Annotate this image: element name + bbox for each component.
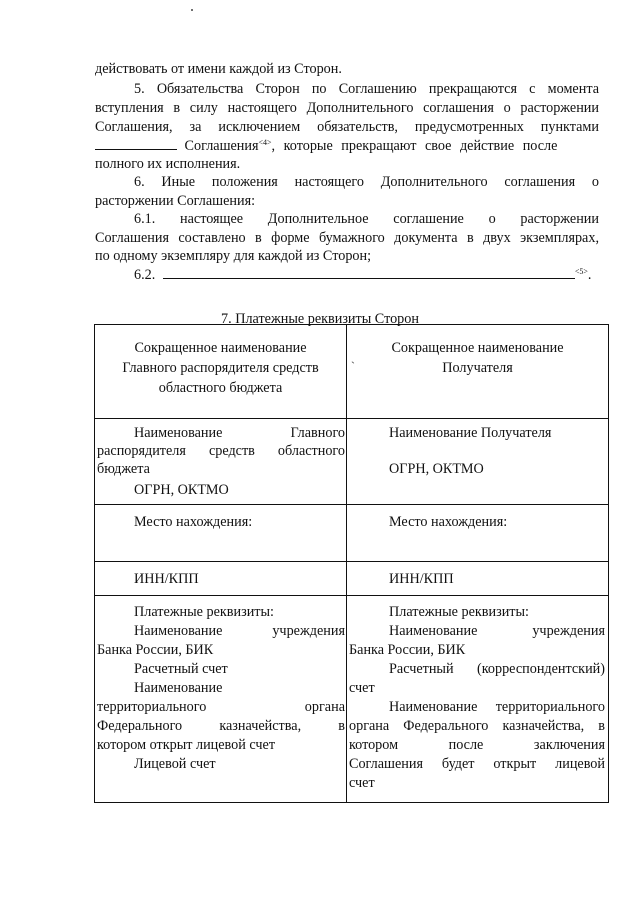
table-row [95,596,609,803]
left-inn: ИНН/КПП [134,571,199,587]
para5-line1: 5. Обязательства Сторон по Соглашению прекращаются с момента [134,81,599,97]
footnote-ref: <5> [574,267,588,276]
right-inn: ИНН/КПП [389,571,454,587]
left-payment-line: Расчетный счет [134,661,228,677]
left-header-line: областного бюджета [158,380,283,396]
right-name-line: Наименование Получателя [389,425,552,441]
scan-mark: ˎ [351,350,355,364]
para61-line1: 6.1. настоящее Дополнительное соглашение о расторжении [134,211,599,227]
para6-line1: 6. Иные положения настоящего Дополнительного соглашения о [134,174,599,190]
left-name-cell [95,419,347,505]
right-header-cell [347,325,609,419]
right-payment-line: счет [349,680,375,696]
blank-field [95,137,177,150]
para61-line3: по одному экземпляру для каждой из Сторон; [95,248,372,264]
para5-line2: вступления в силу настоящего Дополнительного соглашения о расторжении [95,100,599,116]
right-name-cell [347,419,609,505]
right-header-line: Получателя [442,360,513,376]
left-header-line: Главного распорядителя средств [122,360,319,376]
left-header-cell [95,325,347,419]
right-payment-line: счет [349,775,375,791]
left-name-line: Наименование Главного [134,425,345,441]
right-payment-title: Платежные реквизиты: [389,604,529,620]
para5-line5: полного их исполнения. [95,156,241,172]
para62-end: . [587,267,592,283]
left-payment-line: Лицевой счет [134,756,216,772]
left-location-cell [95,505,347,562]
right-inn-cell [347,562,609,596]
para62-line [134,266,604,283]
left-payment-line: Федерального казначейства, в [97,718,345,734]
scan-speck [191,9,193,11]
left-payment-line: территориального органа [97,699,345,715]
para5-word: Соглашения [184,138,259,154]
para62-number: 6.2. [134,267,156,283]
right-payment-line: Соглашения будет открыт лицевой [349,756,605,772]
right-payment-cell [347,596,609,803]
para61-line2: Соглашения составлено в форме бумажного документа в двух экземплярах, [95,230,599,246]
payment-details-table [94,324,609,803]
right-location-cell [347,505,609,562]
left-ogrn: ОГРН, ОКТМО [134,482,229,498]
right-ogrn: ОГРН, ОКТМО [389,461,484,477]
left-name-line: бюджета [97,461,150,477]
left-payment-cell [95,596,347,803]
table-row [95,325,609,419]
left-inn-cell [95,562,347,596]
left-payment-title: Платежные реквизиты: [134,604,274,620]
table-row [95,505,609,562]
para6-line2: расторжении Соглашения: [95,193,256,209]
right-payment-line: Банка России, БИК [349,642,466,658]
right-location: Место нахождения: [389,514,508,530]
right-header-line: Сокращенное наименование [391,340,564,356]
left-header-line: Сокращенное наименование [134,340,307,356]
left-payment-line: Наименование [134,680,223,696]
table-row [95,419,609,505]
left-location: Место нахождения: [134,514,253,530]
right-payment-line: органа Федерального казначейства, в [349,718,605,734]
para5-line4 [95,137,599,154]
para5-tail: , которые прекращают свое действие после [271,138,558,154]
right-payment-line: Наименование территориального [389,699,605,715]
left-payment-line: Наименование учреждения [134,623,345,639]
para5-line3: Соглашения, за исключением обязательств, предусмотренных пунктами [95,119,599,135]
left-payment-line: котором открыт лицевой счет [97,737,276,753]
right-payment-line: котором после заключения [349,737,605,753]
text-line: действовать от имени каждой из Сторон. [95,61,342,77]
section-caption: 7. Платежные реквизиты Сторон [221,311,419,327]
left-payment-line: Банка России, БИК [97,642,214,658]
left-name-line: распорядителя средств областного [97,443,345,459]
right-payment-line: Наименование учреждения [389,623,605,639]
table-row [95,562,609,596]
right-payment-line: Расчетный (корреспондентский) [389,661,605,677]
blank-field [163,266,575,279]
footnote-ref: <4> [258,138,272,147]
